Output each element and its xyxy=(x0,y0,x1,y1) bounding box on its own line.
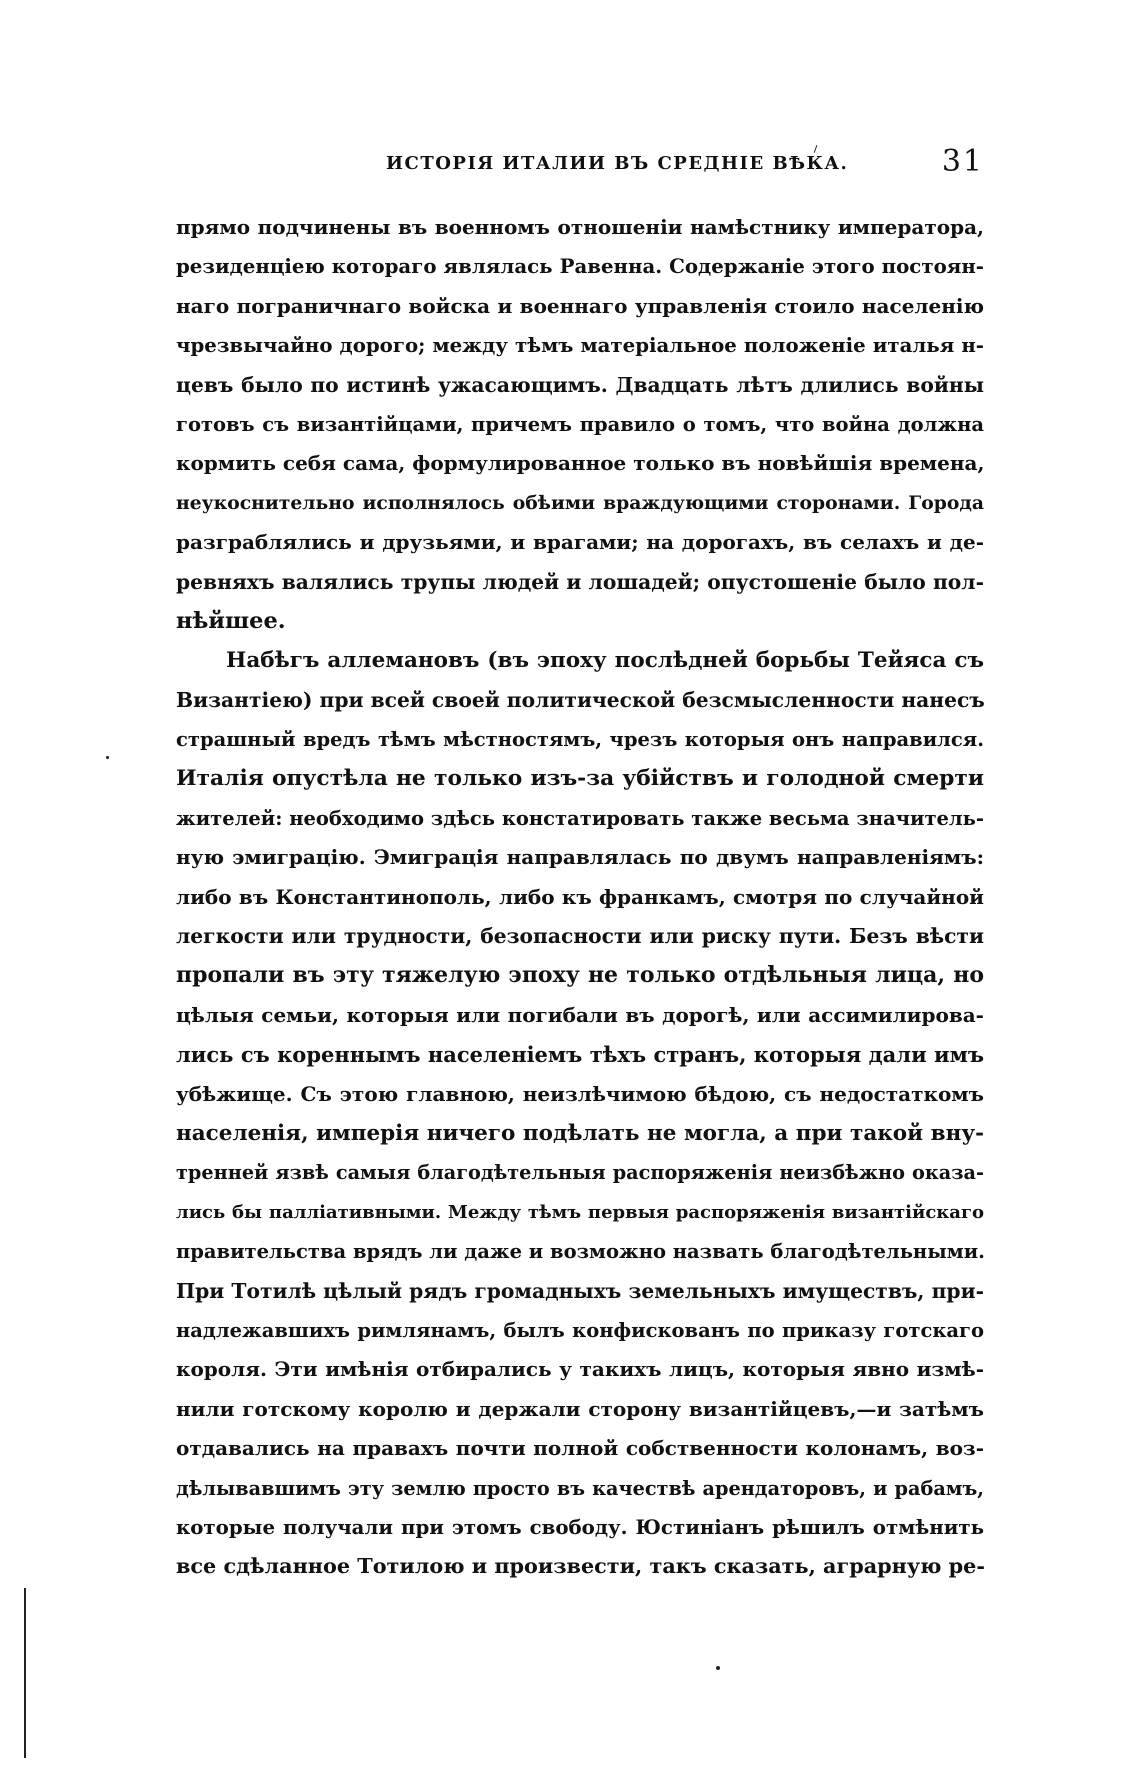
text-line: лись съ кореннымъ населеніемъ тѣхъ странъ, которыя дали имъ xyxy=(176,1042,984,1068)
body-text xyxy=(176,208,984,1587)
text-line: неукоснительно исполнялось обѣими враждующими сторонами. Города xyxy=(176,491,984,514)
text-line: страшный вредъ тѣмъ мѣстностямъ, чрезъ которыя онъ направился. xyxy=(176,728,984,752)
text-line: которые получали при этомъ свободу. Юстиніанъ рѣшилъ отмѣнить xyxy=(176,1514,984,1539)
text-line: готовъ съ византійцами, причемъ правило о томъ, что война должна xyxy=(176,412,984,436)
text-line: разграблялись и друзьями, и врагами; на дорогахъ, въ селахъ и де- xyxy=(176,530,984,555)
scan-edge-mark xyxy=(24,1588,26,1758)
text-line: чрезвычайно дорого; между тѣмъ матеріальное положеніе италья н- xyxy=(176,333,984,358)
text-line: резиденціею котораго являлась Равенна. Содержаніе этого постоян- xyxy=(176,254,984,279)
scan-dot xyxy=(106,756,109,759)
paragraph-2 xyxy=(176,641,984,1586)
paragraph-1 xyxy=(176,208,984,641)
running-title: ИСТОРІЯ ИТАЛИИ ВЪ СРЕДНІЕ ВѢКА. xyxy=(386,153,849,174)
text-line: нѣйшее. xyxy=(176,607,286,634)
text-line: все сдѣланное Тотилою и произвести, такъ сказать, аграрную ре- xyxy=(176,1554,985,1579)
text-line: нили готскому королю и держали сторону византійцевъ,—и затѣмъ xyxy=(176,1396,984,1421)
text-line: отдавались на правахъ почти полной собственности колонамъ, воз- xyxy=(176,1436,984,1461)
text-line: дѣлывавшимъ эту землю просто въ качествѣ арендаторовъ, и рабамъ, xyxy=(176,1476,984,1500)
text-line: ревняхъ валялись трупы людей и лошадей; опустошеніе было пол- xyxy=(176,569,984,594)
text-line: наго пограничнаго войска и военнаго управленія стоило населенію xyxy=(176,293,984,318)
text-line: лись бы палліативными. Между тѣмъ первыя распоряженія византійскаго xyxy=(176,1201,984,1223)
text-line: Византіею) при всей своей политической безсмысленности нанесъ xyxy=(176,687,985,712)
text-line: населенія, имперія ничего подѣлать не могла, а при такой вну- xyxy=(176,1120,984,1146)
text-line: ную эмиграцію. Эмиграція направлялась по двумъ направленіямъ: xyxy=(176,845,984,870)
text-line: правительства врядъ ли даже и возможно назвать благодѣтельными. xyxy=(176,1240,985,1264)
running-head xyxy=(176,146,984,182)
text-line: При Тотилѣ цѣлый рядъ громадныхъ земельныхъ имуществъ, при- xyxy=(176,1278,984,1303)
text-line: Италія опустѣла не только изъ-за убійствъ и голодной смерти xyxy=(176,766,984,792)
text-line: убѣжище. Съ этою главною, неизлѣчимою бѣдою, съ недостаткомъ xyxy=(176,1081,984,1106)
text-line: пропали въ эту тяжелую эпоху не только отдѣльныя лица, но xyxy=(176,962,984,989)
page-number: 31 xyxy=(941,144,984,179)
text-line: либо въ Константинополь, либо къ франкамъ, смотря по случайной xyxy=(176,884,984,909)
text-line: жителей: необходимо здѣсь констатировать также весьма значитель- xyxy=(176,806,985,830)
text-line: прямо подчинены въ военномъ отношеніи намѣстнику императора, xyxy=(176,215,984,239)
text-line: легкости или трудности, безопасности или риску пути. Безъ вѣсти xyxy=(176,924,984,949)
text-line: надлежавшихъ римлянамъ, былъ конфискованъ по приказу готскаго xyxy=(176,1318,984,1342)
text-line: короля. Эти имѣнія отбирались у такихъ лицъ, которыя явно измѣ- xyxy=(176,1357,984,1382)
text-line: Набѣгъ аллемановъ (въ эпоху послѣдней борьбы Тейяса съ xyxy=(226,648,984,674)
text-line: кормить себя сама, формулированное только въ новѣйшія времена, xyxy=(176,451,985,476)
scan-dot xyxy=(716,1666,720,1670)
text-line: цевъ было по истинѣ ужасающимъ. Двадцать лѣтъ длились войны xyxy=(176,372,984,397)
text-line: цѣлыя семьи, которыя или погибали въ дорогѣ, или ассимилирова- xyxy=(176,1002,984,1027)
text-line: тренней язвѣ самыя благодѣтельныя распоряженія неизбѣжно оказа- xyxy=(176,1161,984,1185)
